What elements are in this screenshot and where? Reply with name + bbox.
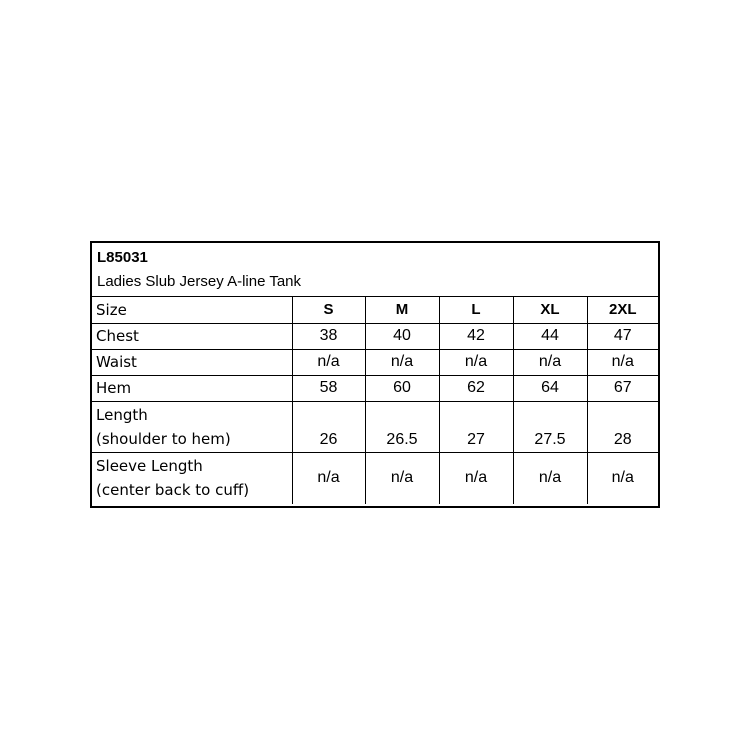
size-table xyxy=(92,297,658,504)
column-header-xl: XL xyxy=(513,297,587,323)
row-label-sleeve-length xyxy=(92,452,292,504)
row-label-waist: Waist xyxy=(92,349,292,375)
table-cell: 60 xyxy=(365,375,439,401)
column-header-size: Size xyxy=(92,297,292,323)
table-cell: 67 xyxy=(587,375,658,401)
table-cell: 26.5 xyxy=(365,401,439,452)
table-cell: n/a xyxy=(365,452,439,504)
table-cell: 28 xyxy=(587,401,658,452)
table-cell: n/a xyxy=(587,349,658,375)
column-header-l: L xyxy=(439,297,513,323)
row-label-line: (shoulder to hem) xyxy=(96,429,231,448)
table-cell: 40 xyxy=(365,323,439,349)
row-label-line: Length xyxy=(96,405,148,424)
table-cell: 47 xyxy=(587,323,658,349)
row-label-line: Sleeve Length xyxy=(96,457,203,476)
table-row-sleeve-length xyxy=(92,452,658,504)
table-row-hem xyxy=(92,375,658,401)
row-label-line: (center back to cuff) xyxy=(96,481,250,500)
table-row-waist xyxy=(92,349,658,375)
table-cell: n/a xyxy=(365,349,439,375)
table-header-row xyxy=(92,297,658,323)
table-cell: 62 xyxy=(439,375,513,401)
table-cell: 27.5 xyxy=(513,401,587,452)
row-label-chest: Chest xyxy=(92,323,292,349)
size-chart-header xyxy=(92,243,658,297)
table-cell: n/a xyxy=(513,452,587,504)
table-cell: n/a xyxy=(587,452,658,504)
table-cell: 27 xyxy=(439,401,513,452)
table-cell: 38 xyxy=(292,323,365,349)
table-cell: 42 xyxy=(439,323,513,349)
table-cell: 44 xyxy=(513,323,587,349)
size-chart xyxy=(90,241,660,508)
row-label-hem: Hem xyxy=(92,375,292,401)
table-row-length xyxy=(92,401,658,452)
product-name: Ladies Slub Jersey A-line Tank xyxy=(97,273,302,290)
table-cell: 64 xyxy=(513,375,587,401)
column-header-s: S xyxy=(292,297,365,323)
product-sku: L85031 xyxy=(97,249,148,266)
table-cell: n/a xyxy=(292,349,365,375)
table-cell: n/a xyxy=(439,349,513,375)
table-cell: 26 xyxy=(292,401,365,452)
column-header-2xl: 2XL xyxy=(587,297,658,323)
row-label-length xyxy=(92,401,292,452)
table-cell: n/a xyxy=(513,349,587,375)
table-cell: n/a xyxy=(292,452,365,504)
table-cell: 58 xyxy=(292,375,365,401)
column-header-m: M xyxy=(365,297,439,323)
table-cell: n/a xyxy=(439,452,513,504)
table-row-chest xyxy=(92,323,658,349)
